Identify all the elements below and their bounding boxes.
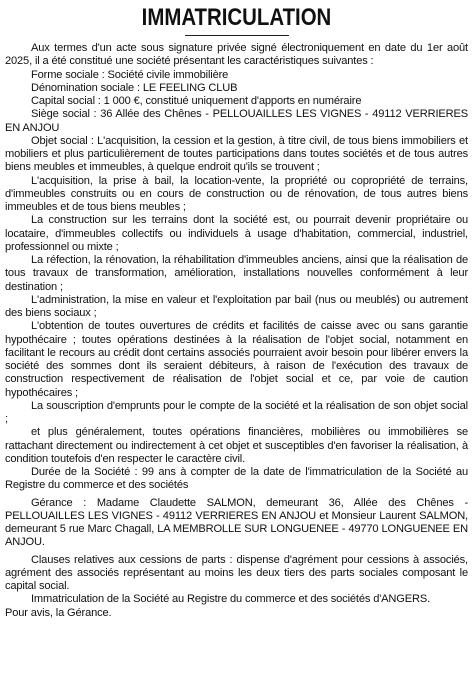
paragraph-siege: Siège social : 36 Allée des Chênes - PELLOUAILLES LES VIGNES - 49112 VERRIERES EN ANJOU — [5, 108, 468, 134]
notice-title: IMMATRICULATION — [141, 4, 332, 31]
title-underline — [185, 35, 289, 36]
paragraph-clauses: Clauses relatives aux cessions de parts : dispense d'agrément pour cessions à associés, agrément des associés représentant au moins les deux tiers des parts sociales composant le capital social. — [5, 553, 468, 592]
paragraph-capital: Capital social : 1 000 €, constitué uniquement d'apports en numéraire — [31, 95, 362, 107]
paragraph-immatriculation: Immatriculation de la Société au Registre du commerce et des sociétés d'ANGERS. — [31, 593, 431, 606]
paragraph-credits: L'obtention de toutes ouvertures de crédits et facilités de caisse avec ou sans garantie hypothécaire ; toutes opérations destinées à la réalisation de l'objet social, notamment en facilitant le recours au crédit dont certains associés pourraient avoir besoin pour libérer envers la société des sommes dont ils seraient débiteurs, à raison de l'exécution des travaux de construction respectivement de réalisation de l'objet social et ce, par voie de caution hypothécaires ; — [5, 320, 468, 399]
paragraph-forme-sociale: Forme sociale : Société civile immobilière — [31, 68, 229, 81]
paragraph-denomination: Dénomination sociale : LE FEELING CLUB — [31, 81, 238, 94]
paragraph-gerance: Gérance : Madame Claudette SALMON, demeurant 36, Allée des Chênes - PELLOUAILLES LES VIGNES - 49112 VERRIERES EN ANJOU et Monsieur Laurent SALMON, demeurant 5 rue Marc Chagall, LA MEMBROLLE SUR LONGUENEE - 49770 LONGUENEE EN ANJOU. — [5, 496, 468, 549]
paragraph-construction: La construction sur les terrains dont la société est, ou pourrait devenir propriétaire ou locataire, d'immeubles collectifs ou individuels à usage d'habitation, commercial, industriel, professionnel ou mixte ; — [5, 214, 468, 253]
paragraph-intro: Aux termes d'un acte sous signature privée signé électroniquement en date du 1er août 2025, il a été constitué une société présentant les caractéristiques suivantes : — [5, 42, 468, 68]
notice-body — [5, 42, 468, 620]
paragraph-general: et plus généralement, toutes opérations financières, mobilières ou immobilières se rattachant directement ou indirectement à cet objet et susceptibles d'en favoriser la réalisation, à condition toutefois d'en respecter le caractère civil. — [5, 426, 468, 465]
paragraph-administration: L'administration, la mise en valeur et l'exploitation par bail (nus ou meublés) ou autrement des biens sociaux ; — [5, 293, 468, 319]
paragraph-objet: Objet social : L'acquisition, la cession et la gestion, à titre civil, de tous biens immobiliers et mobiliers et plus particulièrement de toutes participations dans toutes sociétés et de tous autres biens meubles et immeubles, à quelque endroit qu'ils se trouvent ; — [5, 134, 468, 174]
paragraph-acquisition: L'acquisition, la prise à bail, la location-vente, la propriété ou copropriété de terrains, d'immeubles construits ou en cours de construction ou de rénovation, de tous autres biens immeubles et de tous biens meubles ; — [5, 174, 468, 213]
paragraph-duree: Durée de la Société : 99 ans à compter de la date de l'immatriculation de la Société au Registre du commerce et des sociétés — [5, 466, 468, 492]
paragraph-refection: La réfection, la rénovation, la réhabilitation d'immeubles anciens, ainsi que la réalisation de tous travaux de transformation, amélioration, installations nouvelles conformément à leur destination ; — [5, 254, 468, 293]
paragraph-signature: Pour avis, la Gérance. — [5, 606, 112, 619]
paragraph-emprunts: La souscription d'emprunts pour le compte de la société et la réalisation de son objet social ; — [5, 399, 468, 425]
